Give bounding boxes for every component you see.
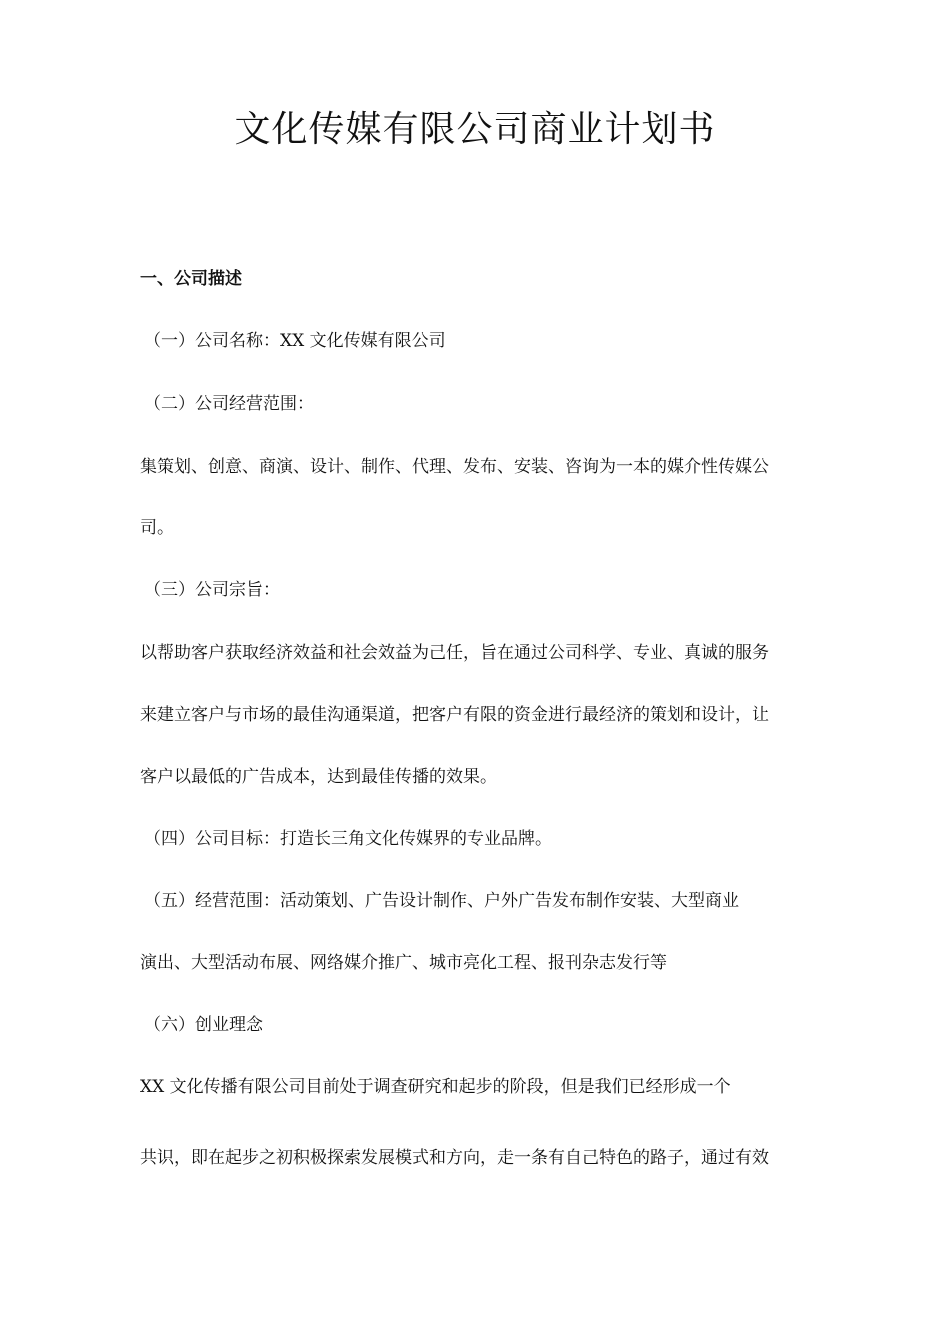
operating-scope-line-1: （五）经营范围：活动策划、广告设计制作、户外广告发布制作安装、大型商业: [144, 891, 739, 911]
company-name-line: （一）公司名称：XX 文化传媒有限公司: [144, 331, 446, 351]
business-scope-text-line-1: 集策划、创意、商演、设计、制作、代理、发布、安装、咨询为一本的媒介性传媒公: [140, 457, 769, 477]
startup-philosophy-text-line-1: XX 文化传播有限公司目前处于调查研究和起步的阶段，但是我们已经形成一个: [140, 1077, 731, 1097]
company-purpose-text-line-2: 来建立客户与市场的最佳沟通渠道，把客户有限的资金进行最经济的策划和设计，让: [140, 705, 769, 725]
company-goal-line: （四）公司目标：打造长三角文化传媒界的专业品牌。: [144, 829, 552, 849]
startup-philosophy-text-line-2: 共识，即在起步之初积极探索发展模式和方向，走一条有自己特色的路子，通过有效: [140, 1148, 769, 1168]
document-title: 文化传媒有限公司商业计划书: [234, 109, 716, 150]
company-purpose-text-line-3: 客户以最低的广告成本，达到最佳传播的效果。: [140, 767, 497, 787]
startup-philosophy-heading: （六）创业理念: [144, 1015, 263, 1035]
section-heading-company-description: 一、公司描述: [140, 269, 242, 289]
business-scope-text-line-2: 司。: [140, 518, 174, 538]
company-purpose-heading: （三）公司宗旨：: [144, 580, 280, 600]
company-purpose-text-line-1: 以帮助客户获取经济效益和社会效益为己任，旨在通过公司科学、专业、真诚的服务: [140, 643, 769, 663]
business-scope-heading: （二）公司经营范围：: [144, 394, 314, 414]
operating-scope-line-2: 演出、大型活动布展、网络媒介推广、城市亮化工程、报刊杂志发行等: [140, 953, 667, 973]
